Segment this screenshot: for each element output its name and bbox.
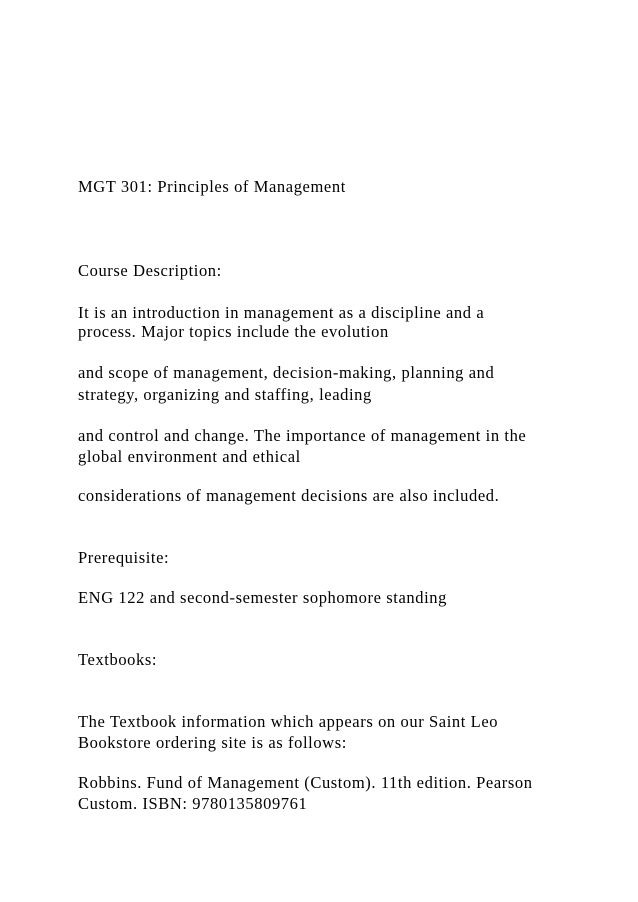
textbook-citation-line: Robbins. Fund of Management (Custom). 11th edition. Pearson <box>78 773 533 792</box>
description-line: strategy, organizing and staffing, leading <box>78 385 372 404</box>
course-title: MGT 301: Principles of Management <box>78 177 346 196</box>
textbook-info-line: The Textbook information which appears on our Saint Leo <box>78 712 499 731</box>
prerequisite-heading: Prerequisite: <box>78 548 170 567</box>
description-line: It is an introduction in management as a discipline and a <box>78 303 485 322</box>
description-line: and control and change. The importance of management in the <box>78 426 527 445</box>
prerequisite-text: ENG 122 and second-semester sophomore standing <box>78 588 447 607</box>
textbook-citation-line: Custom. ISBN: 9780135809761 <box>78 794 308 813</box>
description-line: and scope of management, decision-making, planning and <box>78 363 495 382</box>
description-line: considerations of management decisions are also included. <box>78 486 500 505</box>
description-line: global environment and ethical <box>78 447 301 466</box>
description-line: process. Major topics include the evolution <box>78 322 389 341</box>
textbooks-heading: Textbooks: <box>78 650 158 669</box>
course-description-heading: Course Description: <box>78 261 222 280</box>
textbook-info-line: Bookstore ordering site is as follows: <box>78 733 347 752</box>
